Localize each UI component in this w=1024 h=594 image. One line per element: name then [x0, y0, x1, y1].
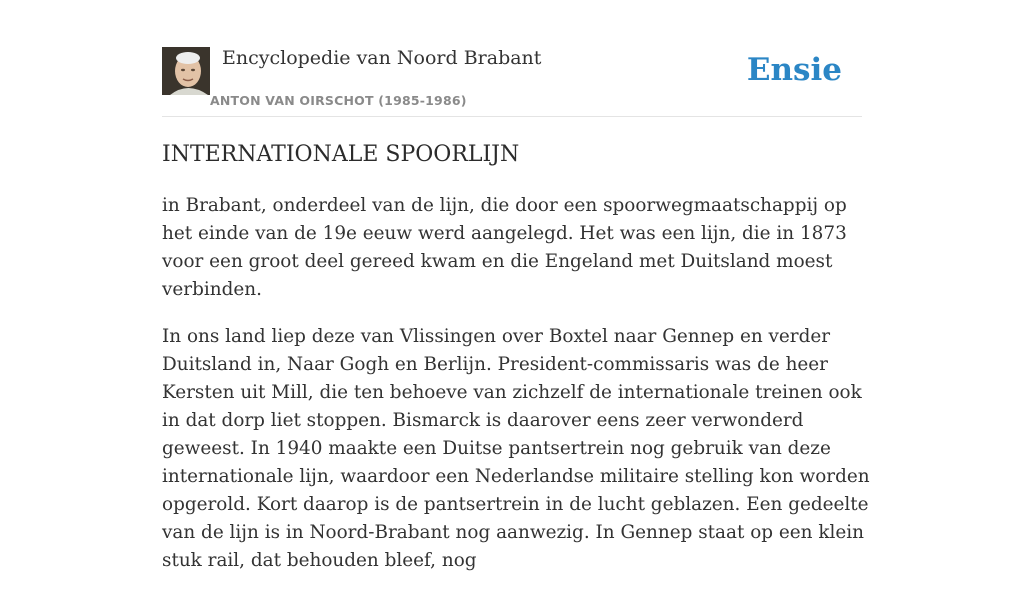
ensie-logo[interactable]: Ensie	[746, 52, 842, 88]
author-name[interactable]: ANTON VAN OIRSCHOT (1985-1986)	[210, 93, 467, 108]
entry-content	[162, 192, 872, 594]
author-avatar[interactable]	[162, 47, 210, 95]
author-portrait-icon	[162, 47, 210, 95]
book-title[interactable]: Encyclopedie van Noord Brabant	[222, 47, 542, 69]
entry-paragraph-2: In ons land liep deze van Vlissingen over Boxtel naar Gennep en verder Duitsland in, Naar Gogh en Berlijn. President-commissaris was de heer Kersten uit Mill, die ten behoeve van zichzelf de internationale treinen ook in dat dorp liet stoppen. Bismarck is daarover eens zeer verwonderd geweest. In 1940 maakte een Duitse pantsertrein nog gebruik van deze internationale lijn, waardoor een Nederlandse militaire stelling kon worden opgerold. Kort daarop is de pantsertrein in de lucht geblazen. Een gedeelte van de lijn is in Noord-Brabant nog aanwezig. In Gennep staat op een klein stuk rail, dat behouden bleef, nog	[162, 326, 870, 571]
entry-paragraph-1: in Brabant, onderdeel van de lijn, die door een spoorwegmaatschappij op het einde van de 19e eeuw werd aangelegd. Het was een lijn, die in 1873 voor een groot deel gereed kwam en die Engeland met Duitsland moest verbinden.	[162, 195, 847, 300]
entry-header	[162, 46, 862, 117]
entry-title: INTERNATIONALE SPOORLIJN	[162, 142, 520, 167]
